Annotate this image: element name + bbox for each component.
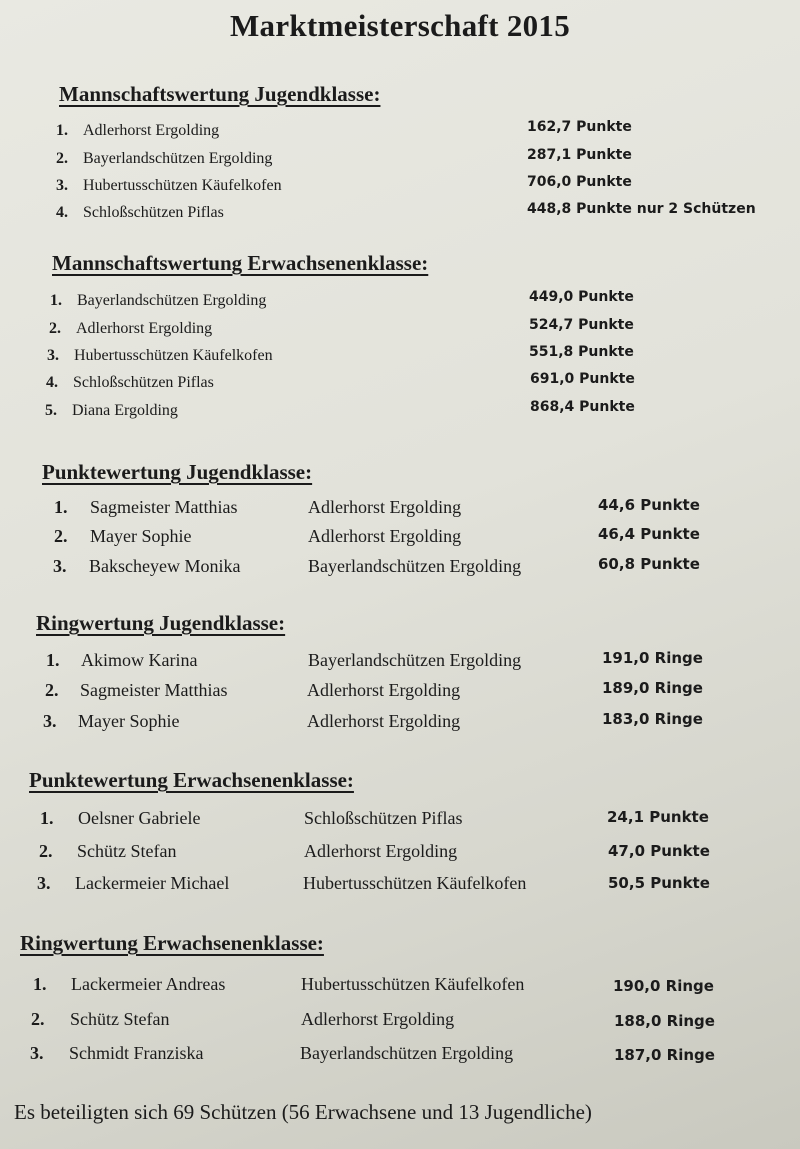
shooter-name: Lackermeier Andreas (71, 974, 226, 994)
shooter-name: Akimow Karina (81, 650, 198, 670)
team-name: Hubertusschützen Käufelkofen (74, 347, 273, 364)
score: 868,4 Punkte (530, 399, 635, 415)
score: 449,0 Punkte (529, 289, 634, 305)
rank: 3. (56, 177, 68, 194)
section-heading-team-youth: Mannschaftswertung Jugendklasse: (59, 82, 381, 106)
rank: 2. (45, 680, 59, 700)
rank: 1. (50, 292, 62, 309)
shooter-name: Mayer Sophie (90, 526, 192, 546)
score: 189,0 Ringe (602, 679, 703, 697)
score: 190,0 Ringe (613, 977, 714, 995)
club-name: Bayerlandschützen Ergolding (308, 556, 522, 576)
club-name: Adlerhorst Ergolding (304, 841, 458, 861)
score: 44,6 Punkte (598, 496, 700, 514)
score: 60,8 Punkte (598, 555, 700, 573)
rank: 3. (37, 873, 51, 893)
shooter-name: Oelsner Gabriele (78, 808, 201, 828)
rank: 2. (49, 320, 61, 337)
score: 50,5 Punkte (608, 874, 710, 892)
score: 24,1 Punkte (607, 808, 709, 826)
shooter-name: Schütz Stefan (70, 1009, 170, 1029)
section-heading-points-youth: Punktewertung Jugendklasse: (42, 460, 313, 484)
rank: 4. (46, 374, 58, 391)
section-heading-rings-adult: Ringwertung Erwachsenenklasse: (20, 931, 324, 955)
rank: 3. (43, 711, 57, 731)
rank: 2. (56, 150, 68, 167)
participation-note: Es beteiligten sich 69 Schützen (56 Erwachsene und 13 Jugendliche) (14, 1100, 592, 1124)
score: 162,7 Punkte (527, 119, 632, 135)
shooter-name: Schütz Stefan (77, 841, 177, 861)
shooter-name: Bakscheyew Monika (89, 556, 241, 576)
score: 183,0 Ringe (602, 710, 703, 728)
club-name: Hubertusschützen Käufelkofen (303, 873, 527, 893)
score: 287,1 Punkte (527, 147, 632, 163)
club-name: Schloßschützen Piflas (304, 808, 463, 828)
rank: 5. (45, 402, 57, 419)
score: 691,0 Punkte (530, 371, 635, 387)
club-name: Bayerlandschützen Ergolding (300, 1043, 514, 1063)
rank: 3. (30, 1043, 44, 1063)
score: 188,0 Ringe (614, 1012, 715, 1030)
team-name: Bayerlandschützen Ergolding (77, 292, 267, 309)
team-name: Bayerlandschützen Ergolding (83, 150, 273, 167)
club-name: Adlerhorst Ergolding (308, 497, 462, 517)
rank: 3. (53, 556, 67, 576)
team-name: Adlerhorst Ergolding (76, 320, 213, 337)
score: 448,8 Punkte nur 2 Schützen (527, 201, 756, 217)
club-name: Adlerhorst Ergolding (301, 1009, 455, 1029)
rank: 1. (33, 974, 47, 994)
team-name: Hubertusschützen Käufelkofen (83, 177, 282, 194)
score: 706,0 Punkte (527, 174, 632, 190)
shooter-name: Lackermeier Michael (75, 873, 230, 893)
section-heading-rings-youth: Ringwertung Jugendklasse: (36, 611, 286, 635)
rank: 3. (47, 347, 59, 364)
score: 191,0 Ringe (602, 649, 703, 667)
score: 187,0 Ringe (614, 1046, 715, 1064)
shooter-name: Sagmeister Matthias (80, 680, 228, 700)
club-name: Adlerhorst Ergolding (307, 680, 461, 700)
rank: 1. (46, 650, 60, 670)
rank: 2. (39, 841, 53, 861)
rank: 1. (40, 808, 54, 828)
club-name: Adlerhorst Ergolding (307, 711, 461, 731)
score: 551,8 Punkte (529, 344, 634, 360)
rank: 2. (31, 1009, 45, 1029)
team-name: Schloßschützen Piflas (83, 204, 224, 221)
club-name: Bayerlandschützen Ergolding (308, 650, 522, 670)
rank: 1. (54, 497, 68, 517)
rank: 1. (56, 122, 68, 139)
club-name: Adlerhorst Ergolding (308, 526, 462, 546)
page-title: Marktmeisterschaft 2015 (229, 8, 571, 43)
team-name: Adlerhorst Ergolding (83, 122, 220, 139)
club-name: Hubertusschützen Käufelkofen (301, 974, 525, 994)
team-name: Diana Ergolding (72, 402, 178, 419)
rank: 4. (56, 204, 68, 221)
shooter-name: Schmidt Franziska (69, 1043, 204, 1063)
score: 47,0 Punkte (608, 842, 710, 860)
rank: 2. (54, 526, 68, 546)
shooter-name: Sagmeister Matthias (90, 497, 238, 517)
team-name: Schloßschützen Piflas (73, 374, 214, 391)
score: 46,4 Punkte (598, 525, 700, 543)
shooter-name: Mayer Sophie (78, 711, 180, 731)
section-heading-points-adult: Punktewertung Erwachsenenklasse: (29, 768, 354, 792)
score: 524,7 Punkte (529, 317, 634, 333)
section-heading-team-adult: Mannschaftswertung Erwachsenenklasse: (52, 251, 429, 275)
